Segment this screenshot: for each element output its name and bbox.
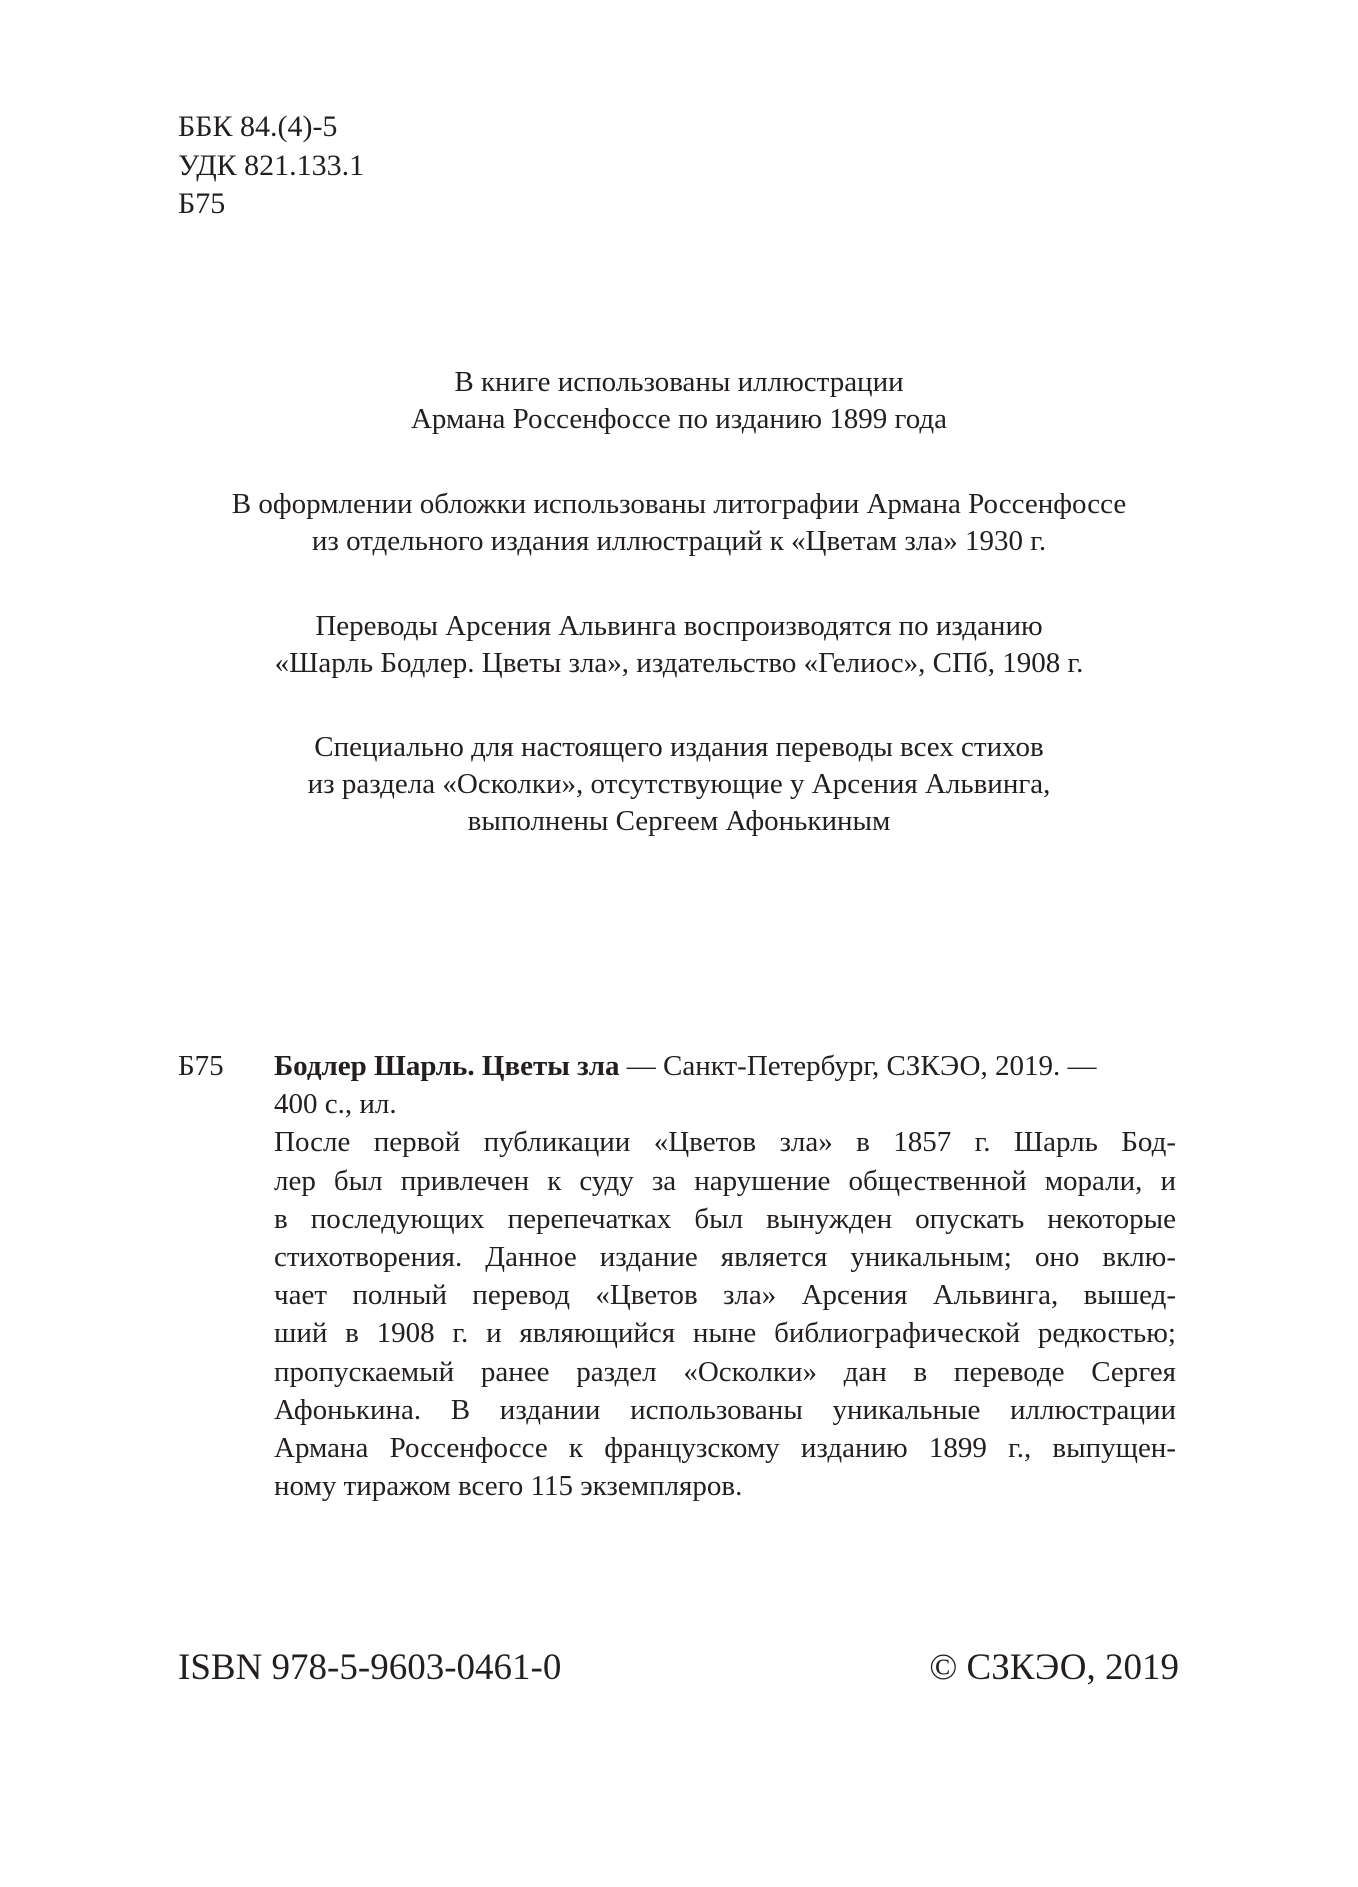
credit-line: Армана Россенфоссе по изданию 1899 года <box>410 403 948 435</box>
illustrations-credit <box>0 364 1358 438</box>
description-line: Армана Россенфоссе к французскому изданию 1899 г., выпущен- <box>274 1432 1176 1465</box>
author-title: Бодлер Шарль. Цветы зла <box>274 1050 620 1082</box>
description-line: стихотворения. Данное издание является уникальным; оно вклю- <box>274 1241 1176 1274</box>
credit-line: В книге использованы иллюстрации <box>454 366 904 398</box>
credit-line: из раздела «Осколки», отсутствующие у Арсения Альвинга, <box>307 768 1051 800</box>
description-line: ному тиражом всего 115 экземпляров. <box>274 1470 743 1503</box>
classification-codes <box>178 108 364 224</box>
bibliographic-record <box>274 1047 1176 1085</box>
udk-code: УДК 821.133.1 <box>178 148 365 182</box>
additional-translation-credit <box>0 729 1358 840</box>
extent: 400 с., ил. <box>274 1088 397 1121</box>
credit-line: «Шарль Бодлер. Цветы зла», издательство «Гелиос», СПб, 1908 г. <box>274 647 1084 679</box>
bbk-code: ББК 84.(4)-5 <box>178 110 338 143</box>
translation-source-credit <box>0 608 1358 682</box>
annotation-description <box>274 1123 1176 1505</box>
author-mark: Б75 <box>178 187 226 220</box>
copyright: © СЗКЭО, 2019 <box>929 1647 1179 1688</box>
isbn: ISBN 978-5-9603-0461-0 <box>178 1647 562 1688</box>
annotation-cipher: Б75 <box>178 1050 224 1082</box>
description-line: чает полный перевод «Цветов зла» Арсения Альвинга, вышед- <box>274 1279 1176 1312</box>
credit-line: выполнены Сергеем Афонькиным <box>467 805 891 837</box>
credit-line: Специально для настоящего издания переводы всех стихов <box>314 731 1044 763</box>
cover-design-credit <box>0 486 1358 560</box>
description-line: в последующих перепечатках был вынужден опускать некоторые <box>274 1202 1176 1235</box>
credit-line: В оформлении обложки использованы литографии Армана Россенфоссе <box>231 488 1127 520</box>
description-line: ший в 1908 г. и являющийся ныне библиографической редкостью; <box>274 1317 1176 1350</box>
annotation-entry <box>274 1047 1176 1505</box>
credit-line: из отдельного издания иллюстраций к «Цветам зла» 1930 г. <box>311 525 1047 557</box>
description-line: После первой публикации «Цветов зла» в 1857 г. Шарль Бод- <box>274 1126 1176 1159</box>
description-line: Афонькина. В издании использованы уникальные иллюстрации <box>274 1393 1176 1426</box>
description-line: лер был привлечен к суду за нарушение общественной морали, и <box>274 1164 1176 1197</box>
imprint: — Санкт-Петербург, СЗКЭО, 2019. — <box>619 1050 1097 1082</box>
description-line: пропускаемый ранее раздел «Осколки» дан в переводе Сергея <box>274 1355 1176 1388</box>
credit-line: Переводы Арсения Альвинга воспроизводятся по изданию <box>315 610 1043 642</box>
